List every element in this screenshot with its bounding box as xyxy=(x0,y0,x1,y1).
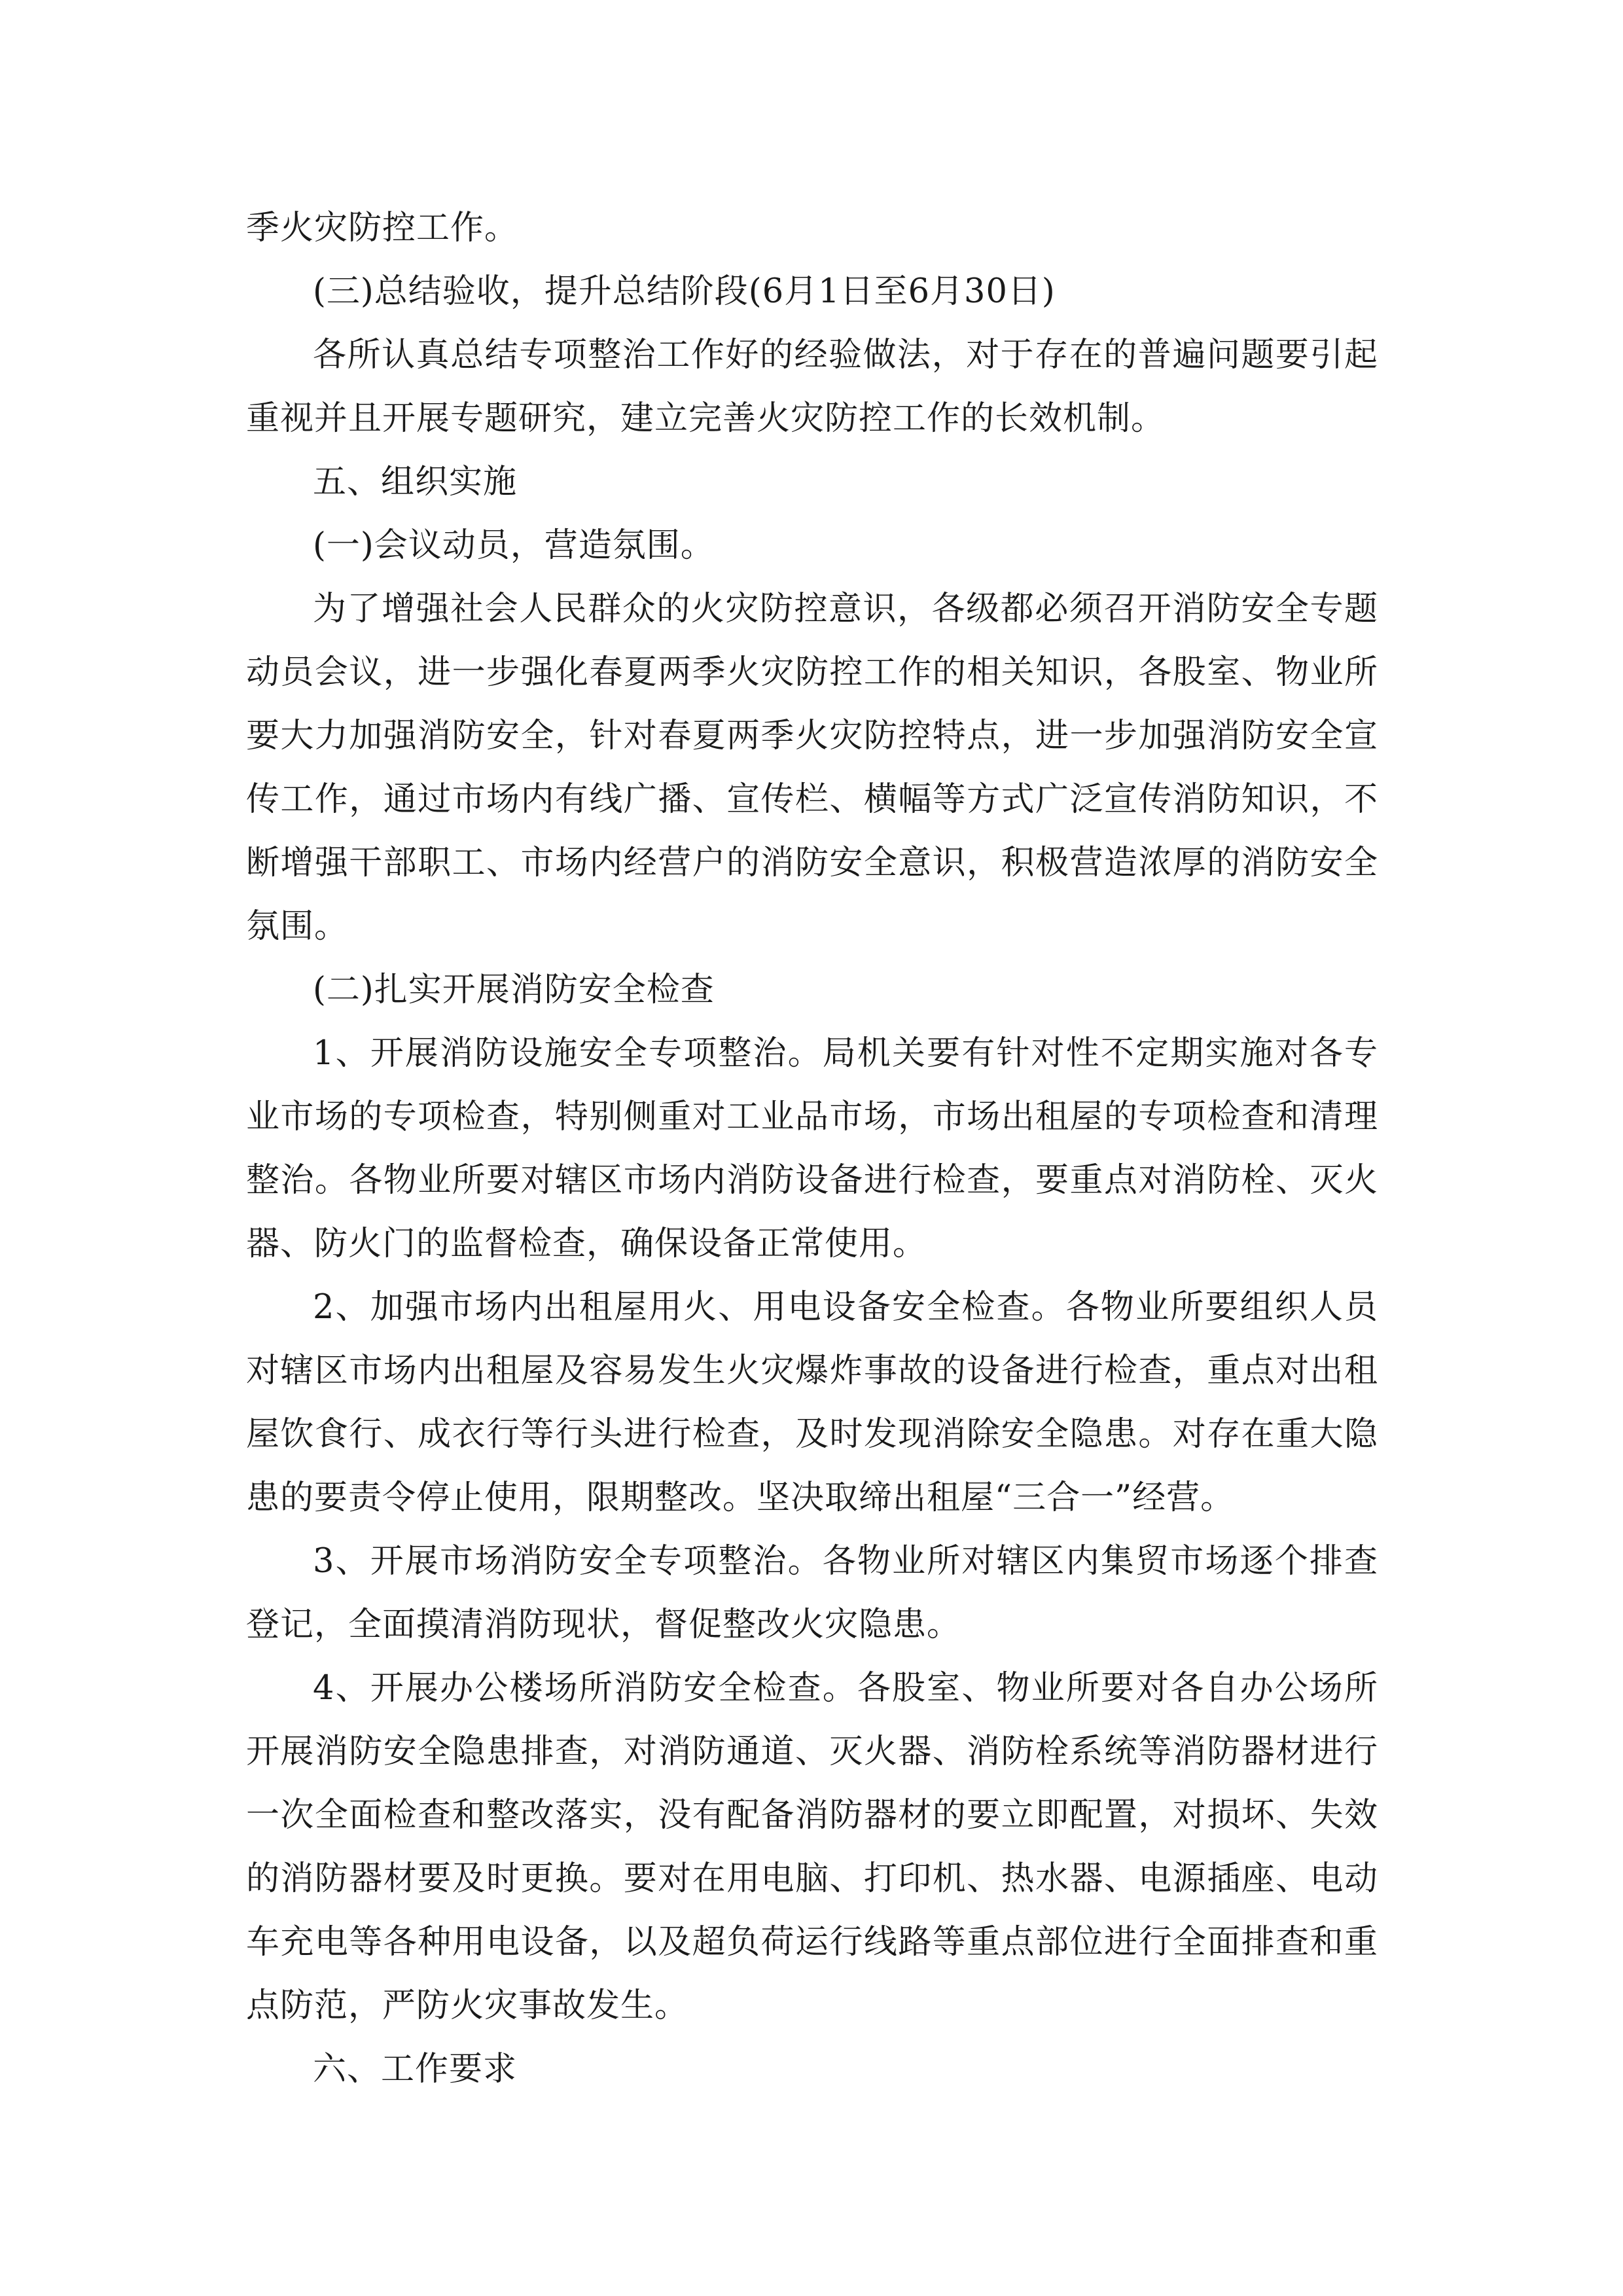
section-heading-requirements: 六、工作要求 xyxy=(313,2050,518,2089)
continued-paragraph: 季火灾防控工作。 xyxy=(246,209,519,247)
document-body xyxy=(246,196,1378,2101)
list-item: 2、加强市场内出租屋用火、用电设备安全检查。各物业所要组织人员对辖区市场内出租屋及容易发生火灾爆炸事故的设备进行检查，重点对出租屋饮食行、成衣行等行头进行检查，及时发现消除安全隐患。对存在重大隐患的要责令停止使用，限期整改。坚决取缔出租屋“三合一”经营。 xyxy=(246,1288,1378,1517)
section-heading-implementation: 五、组织实施 xyxy=(313,463,518,501)
list-item: 1、开展消防设施安全专项整治。局机关要有针对性不定期实施对各专业市场的专项检查，特别侧重对工业品市场，市场出租屋的专项检查和清理整治。各物业所要对辖区市场内消防设备进行检查，要重点对消防栓、灭火器、防火门的监督检查，确保设备正常使用。 xyxy=(246,1034,1378,1263)
list-item: 3、开展市场消防安全专项整治。各物业所对辖区内集贸市场逐个排查登记，全面摸清消防现状，督促整改火灾隐患。 xyxy=(246,1542,1378,1644)
body-paragraph: 各所认真总结专项整治工作好的经验做法，对于存在的普遍问题要引起重视并且开展专题研究，建立完善火灾防控工作的长效机制。 xyxy=(246,336,1378,438)
subsection-heading-summary: (三)总结验收，提升总结阶段(6月1日至6月30日) xyxy=(313,272,1056,311)
body-paragraph: 为了增强社会人民群众的火灾防控意识，各级都必须召开消防安全专题动员会议，进一步强化春夏两季火灾防控工作的相关知识，各股室、物业所要大力加强消防安全，针对春夏两季火灾防控特点，进一步加强消防安全宣传工作，通过市场内有线广播、宣传栏、横幅等方式广泛宣传消防知识，不断增强干部职工、市场内经营户的消防安全意识，积极营造浓厚的消防安全氛围。 xyxy=(246,590,1378,946)
list-item: 4、开展办公楼场所消防安全检查。各股室、物业所要对各自办公场所开展消防安全隐患排查，对消防通道、灭火器、消防栓系统等消防器材进行一次全面检查和整改落实，没有配备消防器材的要立即配置，对损坏、失效的消防器材要及时更换。要对在用电脑、打印机、热水器、电源插座、电动车充电等各种用电设备，以及超负荷运行线路等重点部位进行全面排查和重点防范，严防火灾事故发生。 xyxy=(246,1669,1378,2025)
subsection-heading-inspection: (二)扎实开展消防安全检查 xyxy=(313,971,715,1009)
subsection-heading-mobilization: (一)会议动员，营造氛围。 xyxy=(313,526,715,565)
